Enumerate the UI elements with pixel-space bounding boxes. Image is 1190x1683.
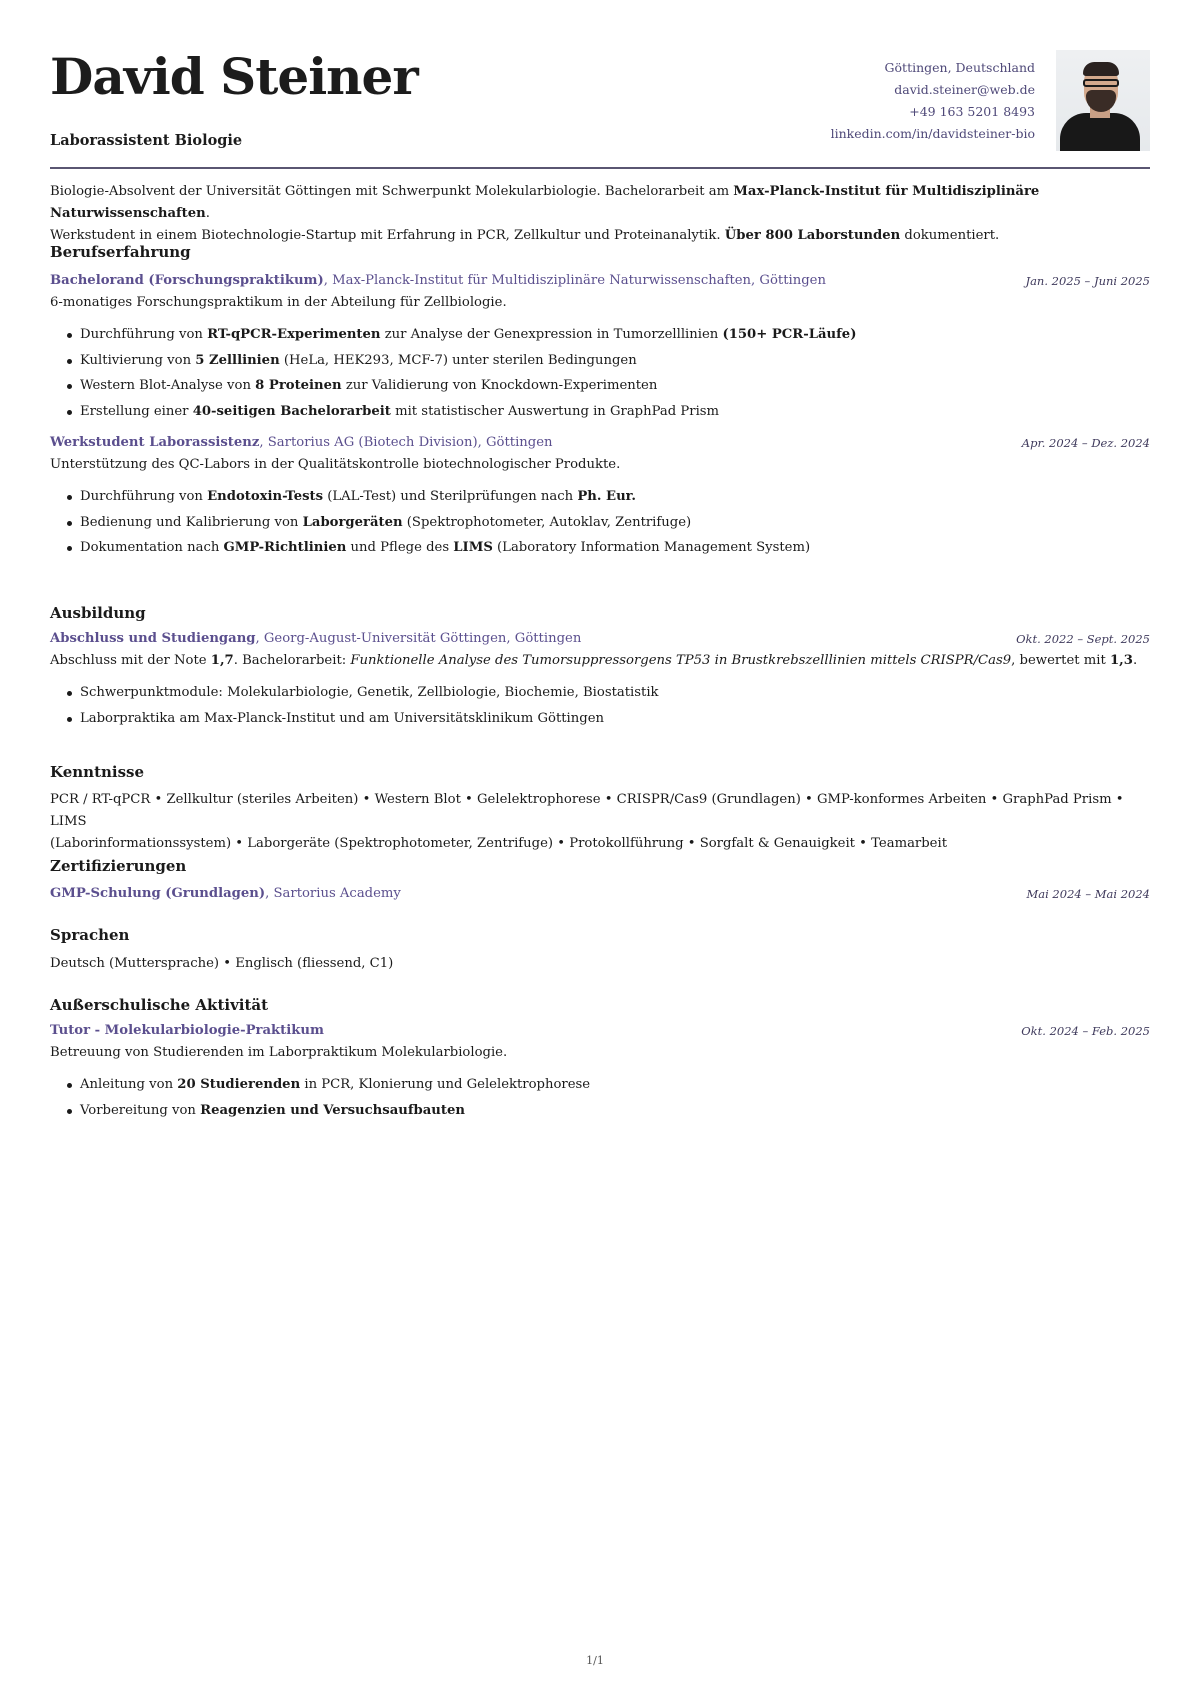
bullet-text: Dokumentation nach: [80, 540, 224, 555]
bullet-text: Durchführung von: [80, 327, 208, 342]
entry-bullets: [50, 1072, 1150, 1123]
entry-role: GMP-Schulung (Grundlagen): [50, 886, 266, 901]
bullet-item: [80, 1072, 1150, 1098]
bullet-item: [80, 348, 1150, 374]
section-title: Ausbildung: [50, 604, 146, 622]
header-divider: [50, 167, 1150, 169]
bullet-item: [80, 1098, 1150, 1124]
final-grade: 1,7: [210, 653, 234, 668]
entry-org: , Sartorius AG (Biotech Division), Göttingen: [259, 435, 553, 450]
thesis-title: Funktionelle Analyse des Tumorsuppressorgens TP53 in Brustkrebszelllinien mittels CRISPR/Cas9: [350, 653, 1012, 668]
bullet-text: zur Validierung von Knockdown-Experimenten: [341, 378, 658, 393]
section-experience: [50, 243, 1150, 561]
job-title: Laborassistent Biologie: [50, 132, 243, 149]
contact-linkedin[interactable]: linkedin.com/in/davidsteiner-bio: [830, 126, 1035, 141]
languages-list: Deutsch (Muttersprache) • Englisch (fliessend, C1): [50, 956, 394, 971]
entry-header: [50, 270, 1150, 292]
resume-page: [50, 0, 1150, 1118]
contact-block: [831, 57, 1035, 145]
desc-text: .: [1132, 653, 1138, 668]
bullet-item: [80, 484, 1150, 510]
experience-entry: [50, 432, 1150, 561]
bullet-text: (Laboratory Information Management System): [492, 540, 811, 555]
bullet-highlight: Endotoxin-Tests: [207, 489, 324, 504]
bullet-text: (LAL-Test) und Sterilprüfungen nach: [323, 489, 578, 504]
section-certifications: [50, 857, 1150, 905]
summary-text: .: [205, 206, 210, 221]
section-title: Kenntnisse: [50, 763, 145, 781]
bullet-text: Kultivierung von: [80, 352, 196, 368]
bullet-text: (Spektrophotometer, Autoklav, Zentrifuge): [402, 514, 692, 530]
contact-email[interactable]: david.steiner@web.de: [894, 82, 1035, 97]
summary-line-1: [50, 181, 1150, 225]
entry-description: 6-monatiges Forschungspraktikum in der Abteilung für Zellbiologie.: [50, 295, 507, 310]
bullet-text: mit statistischer Auswertung in GraphPad Prism: [390, 403, 720, 419]
skills-line: PCR / RT-qPCR • Zellkultur (steriles Arbeiten) • Western Blot • Gelelektrophorese • CRISPR/Cas9 (Grundlagen) • GMP-konformes Arbeiten • GraphPad Prism • LIMS: [50, 792, 1124, 829]
entry-dates: Okt. 2024 – Feb. 2025: [1021, 1024, 1150, 1038]
education-entry: [50, 628, 1150, 731]
entry-dates: Jan. 2025 – Juni 2025: [1025, 274, 1150, 288]
entry-dates: Mai 2024 – Mai 2024: [1026, 887, 1150, 901]
bullet-item: [80, 510, 1150, 536]
entry-dates: Apr. 2024 – Dez. 2024: [1021, 436, 1150, 450]
entry-role: Tutor - Molekularbiologie-Praktikum: [50, 1023, 324, 1038]
certification-entry: [50, 883, 1150, 905]
bullet-text: Vorbereitung von: [80, 1102, 201, 1118]
contact-phone[interactable]: +49 163 5201 8493: [909, 104, 1035, 119]
bullet-highlight: RT-qPCR-Experimenten: [207, 327, 381, 342]
entry-description: Betreuung von Studierenden im Laborpraktikum Molekularbiologie.: [50, 1045, 508, 1060]
photo-glasses: [1083, 79, 1119, 87]
section-title: Sprachen: [50, 926, 130, 944]
desc-text: . Bachelorarbeit:: [233, 653, 351, 668]
bullet-item: Schwerpunktmodule: Molekularbiologie, Genetik, Zellbiologie, Biochemie, Biostatistik: [80, 680, 1150, 706]
entry-description: Unterstützung des QC-Labors in der Qualitätskontrolle biotechnologischer Produkte.: [50, 457, 621, 472]
section-education: [50, 604, 1150, 731]
activity-entry: [50, 1020, 1150, 1123]
profile-photo: [1056, 50, 1150, 151]
bullet-item: Laborpraktika am Max-Planck-Institut und am Universitätsklinikum Göttingen: [80, 706, 1150, 732]
bullet-highlight: LIMS: [453, 540, 493, 555]
experience-entry: [50, 270, 1150, 424]
section-activities: [50, 996, 1150, 1123]
bullet-highlight: 8 Proteinen: [255, 378, 342, 393]
bullet-highlight: Reagenzien und Versuchsaufbauten: [200, 1102, 465, 1118]
entry-role: Bachelorand (Forschungspraktikum): [50, 273, 324, 288]
bullet-item: [80, 322, 1150, 348]
bullet-text: Durchführung von: [80, 489, 208, 504]
candidate-name: David Steiner: [50, 47, 418, 106]
section-title: Außerschulische Aktivität: [50, 996, 269, 1014]
entry-header: [50, 628, 1150, 650]
bullet-text: (HeLa, HEK293, MCF-7) unter sterilen Bedingungen: [279, 352, 637, 368]
entry-org: , Max-Planck-Institut für Multidisziplinäre Naturwissenschaften, Göttingen: [323, 273, 826, 288]
bullet-item: [80, 535, 1150, 561]
photo-shirt: [1060, 113, 1140, 151]
entry-description: [50, 650, 1150, 672]
entry-dates: Okt. 2022 – Sept. 2025: [1016, 632, 1150, 646]
bullet-highlight: GMP-Richtlinien: [223, 540, 347, 555]
profile-summary: [50, 181, 1150, 247]
bullet-text: in PCR, Klonierung und Gelelektrophorese: [300, 1077, 591, 1092]
section-title: Zertifizierungen: [50, 857, 187, 875]
resume-header: [50, 0, 1150, 168]
desc-text: , bewertet mit: [1011, 653, 1110, 668]
section-title: Berufserfahrung: [50, 243, 191, 261]
desc-text: Abschluss mit der Note: [50, 653, 211, 668]
entry-role: Abschluss und Studiengang: [50, 631, 256, 646]
bullet-text: zur Analyse der Genexpression in Tumorzelllinien: [380, 327, 723, 342]
bullet-highlight: 5 Zelllinien: [195, 352, 280, 368]
section-skills: [50, 763, 1150, 855]
bullet-text: Anleitung von: [80, 1077, 178, 1092]
bullet-item: [80, 399, 1150, 425]
summary-text: Werkstudent in einem Biotechnologie-Startup mit Erfahrung in PCR, Zellkultur und Proteinanalytik.: [50, 228, 725, 243]
section-languages: [50, 926, 1150, 975]
bullet-highlight: 40-seitigen Bachelorarbeit: [192, 403, 391, 419]
entry-header: [50, 432, 1150, 454]
bullet-text: Western Blot-Analyse von: [80, 378, 256, 393]
photo-hair: [1083, 62, 1119, 76]
bullet-item: [80, 373, 1150, 399]
entry-bullets: [50, 680, 1150, 731]
entry-header: [50, 1020, 1150, 1042]
page-indicator: 1/1: [586, 1654, 604, 1667]
bullet-highlight: 20 Studierenden: [177, 1077, 301, 1092]
entry-bullets: [50, 322, 1150, 424]
summary-text: dokumentiert.: [900, 228, 1000, 243]
summary-highlight: Max-Planck-Institut für Multidisziplinäre Naturwissenschaften: [50, 184, 1040, 221]
bullet-text: Erstellung einer: [80, 403, 193, 419]
skills-line: (Laborinformationssystem) • Laborgeräte (Spektrophotometer, Zentrifuge) • Protokollführung • Sorgfalt & Genauigkeit • Teamarbeit: [50, 836, 947, 851]
contact-location: Göttingen, Deutschland: [884, 60, 1035, 75]
summary-highlight: Über 800 Laborstunden: [724, 228, 901, 243]
thesis-grade: 1,3: [1110, 653, 1133, 668]
entry-bullets: [50, 484, 1150, 561]
bullet-text: Bedienung und Kalibrierung von: [80, 514, 303, 530]
entry-role: Werkstudent Laborassistenz: [50, 435, 260, 450]
entry-org: , Sartorius Academy: [265, 886, 401, 901]
bullet-highlight: Ph. Eur.: [577, 489, 637, 504]
bullet-highlight: Laborgeräten: [302, 514, 403, 530]
summary-text: Biologie-Absolvent der Universität Göttingen mit Schwerpunkt Molekularbiologie. Bachelorarbeit am: [50, 184, 734, 199]
bullet-highlight: (150+ PCR-Läufe): [722, 327, 857, 342]
skills-list: [50, 789, 1150, 855]
bullet-text: und Pflege des: [346, 540, 454, 555]
entry-org: , Georg-August-Universität Göttingen, Göttingen: [255, 631, 582, 646]
